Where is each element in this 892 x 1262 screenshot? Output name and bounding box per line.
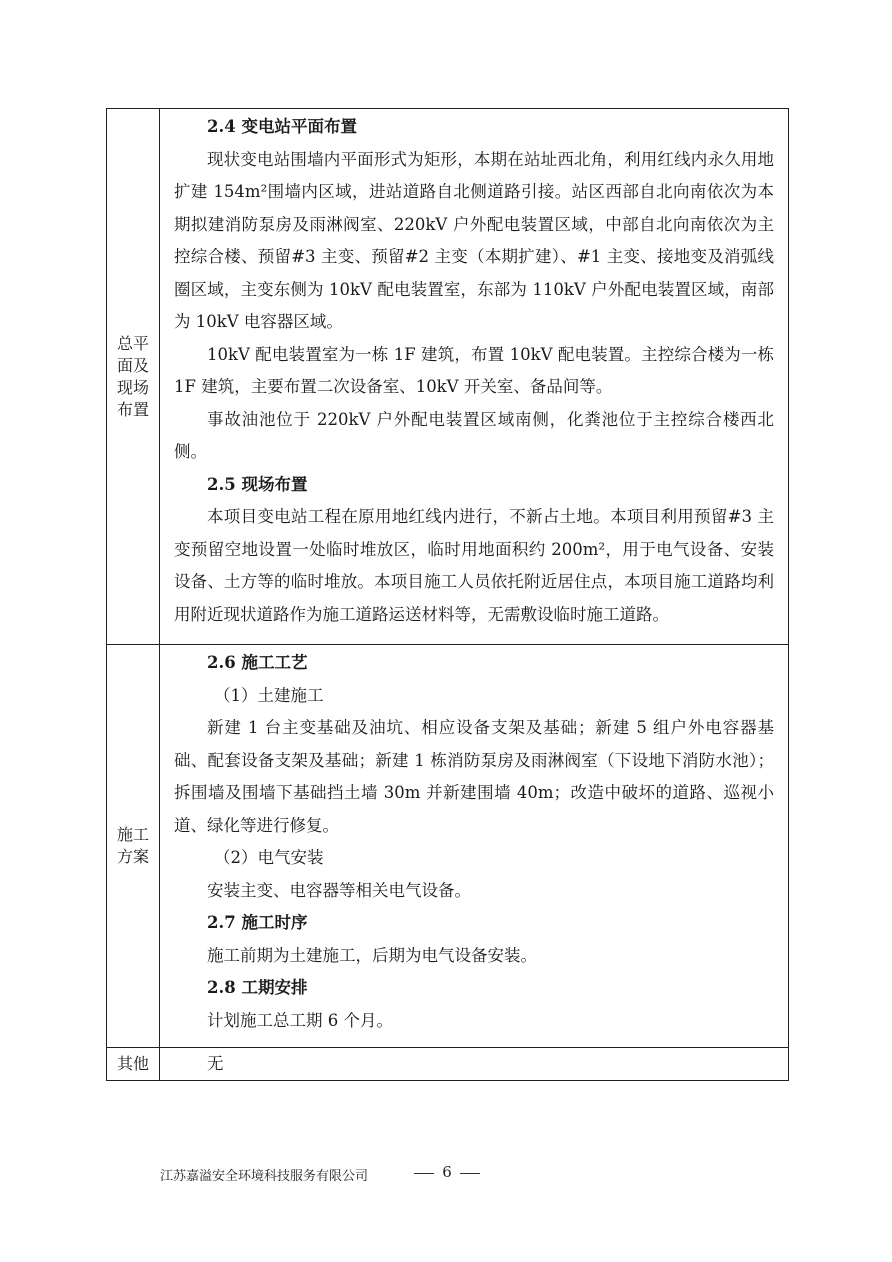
dash-right [460, 1173, 480, 1174]
paragraph: 计划施工总工期 6 个月。 [207, 1010, 393, 1030]
paragraph: 事故油池位于 220kV 户外配电装置区域南侧，化粪池位于主控综合楼西北侧。 [174, 409, 774, 461]
sub-heading: （2）电气安装 [214, 848, 324, 867]
row-label: 总平面及现场布置 [116, 333, 149, 419]
table-row [107, 645, 789, 1048]
section-heading: 2.6 施工工艺 [207, 653, 308, 672]
other-value: 无 [207, 1054, 224, 1073]
sub-heading: （1）土建施工 [214, 685, 324, 705]
page-number [404, 1163, 490, 1181]
row-content-cell [160, 1048, 789, 1081]
paragraph: 现状变电站围墙内平面形式为矩形，本期在站址西北角，利用红线内永久用地扩建 154m²围墙内区域，进站道路自北侧道路引接。站区西部自北向南依次为本期拟建消防泵房及雨淋阀室、220kV 户外配电装置区域，中部自北向南依次为主控综合楼、预留#3 主变、预留#2 主变（本期扩建）、#1 主变、接地变及消弧线圈区域，主变东侧为 10kV 配电装置室，东部为 110kV 户外配电装置区域，南部为 10kV 电容器区域。 [174, 149, 774, 331]
row-label: 施工方案 [116, 825, 149, 866]
row-content-cell [160, 645, 789, 1048]
paragraph: 施工前期为土建施工，后期为电气设备安装。 [207, 945, 537, 965]
paragraph: 安装主变、电容器等相关电气设备。 [207, 880, 471, 900]
row-label-cell [107, 109, 160, 645]
table-row [107, 1048, 789, 1081]
table-row [107, 109, 789, 645]
row-content-cell [160, 109, 789, 645]
section-heading: 2.8 工期安排 [207, 978, 308, 997]
row-content [160, 109, 788, 635]
row-label-cell [107, 1048, 160, 1081]
row-label-cell [107, 645, 160, 1048]
section-heading: 2.5 现场布置 [207, 474, 308, 494]
page-number-value: 6 [442, 1163, 452, 1181]
paragraph: 本项目变电站工程在原用地红线内进行，不新占土地。本项目利用预留#3 主变预留空地设置一处临时堆放区，临时用地面积约 200m²，用于电气设备、安装设备、土方等的临时堆放。本项目施工人员依托附近居住点，本项目施工道路均利用附近现状道路作为施工道路运送材料等，无需敷设临时施工道路。 [174, 507, 774, 624]
dash-left [414, 1173, 434, 1174]
footer-company: 江苏嘉溢安全环境科技服务有限公司 [160, 1169, 369, 1184]
paragraph: 新建 1 台主变基础及油坑、相应设备支架及基础；新建 5 组户外电容器基础、配套设备支架及基础；新建 1 栋消防泵房及雨淋阀室（下设地下消防水池）；拆围墙及围墙下基础挡土墙 30m 并新建围墙 40m；改造中破坏的道路、巡视小道、绿化等进行修复。 [174, 718, 774, 835]
section-heading: 2.4 变电站平面布置 [207, 117, 357, 136]
section-heading: 2.7 施工时序 [207, 913, 308, 932]
row-content [160, 645, 788, 1041]
row-label: 其他 [116, 1054, 149, 1073]
paragraph: 10kV 配电装置室为一栋 1F 建筑，布置 10kV 配电装置。主控综合楼为一栋 1F 建筑，主要布置二次设备室、10kV 开关室、备品间等。 [174, 344, 774, 396]
content-table [106, 108, 789, 1081]
